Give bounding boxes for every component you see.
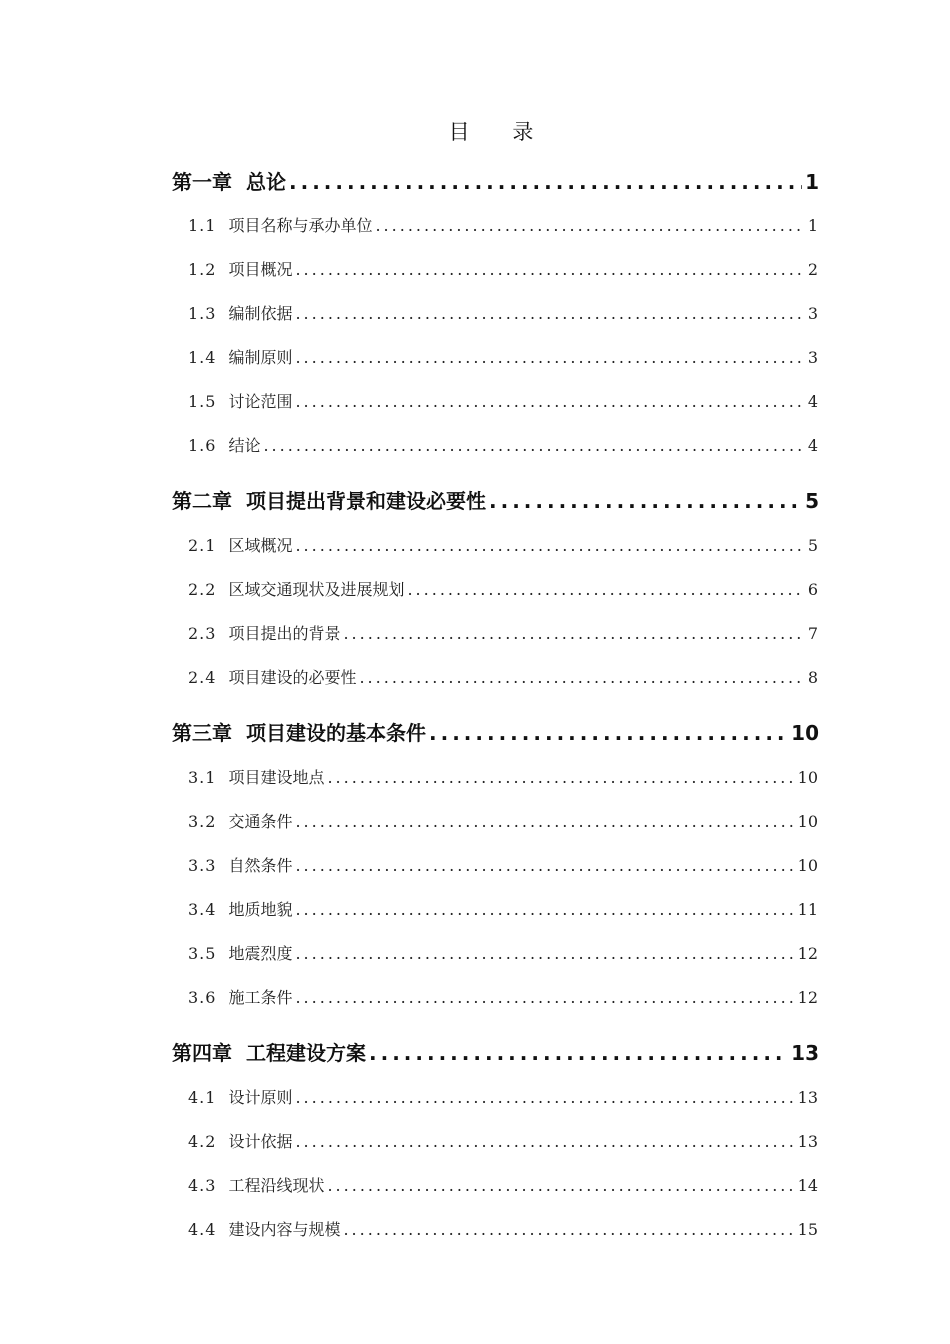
chapter-title: 工程建设方案 — [246, 1041, 366, 1065]
section-number: 2.2 — [188, 580, 217, 599]
toc-section-3-4[interactable] — [188, 897, 818, 920]
section-number: 3.2 — [188, 812, 217, 831]
page-number: 10 — [791, 721, 819, 745]
toc-section-2-3[interactable] — [188, 621, 818, 644]
section-number: 1.2 — [188, 260, 217, 279]
toc-section-1-5[interactable] — [188, 389, 818, 412]
page-number: 12 — [797, 988, 818, 1007]
toc-section-1-4[interactable] — [188, 345, 818, 368]
section-number: 1.3 — [188, 304, 217, 323]
page-number: 15 — [797, 1220, 818, 1239]
chapter-title: 项目提出背景和建设必要性 — [246, 489, 486, 513]
section-title: 工程沿线现状 — [228, 1176, 325, 1195]
page-number: 10 — [797, 768, 818, 787]
page-number: 5 — [807, 536, 818, 555]
dot-leader — [295, 1132, 794, 1151]
section-title: 自然条件 — [228, 856, 293, 875]
toc-section-3-6[interactable] — [188, 985, 818, 1008]
section-number: 3.4 — [188, 900, 217, 919]
dot-leader — [295, 856, 794, 875]
toc-chapter-4[interactable] — [172, 1037, 819, 1066]
section-number: 2.3 — [188, 624, 217, 643]
dot-leader — [295, 944, 794, 963]
dot-leader — [295, 900, 794, 919]
section-number: 1.4 — [188, 348, 217, 367]
toc-section-1-6[interactable] — [188, 433, 818, 456]
toc-section-1-1[interactable] — [188, 213, 818, 236]
toc-section-3-2[interactable] — [188, 809, 818, 832]
page-number: 14 — [797, 1176, 818, 1195]
section-title: 讨论范围 — [228, 392, 293, 411]
section-title: 编制依据 — [228, 304, 293, 323]
chapter-number: 第一章 — [172, 170, 232, 194]
toc-chapter-3[interactable] — [172, 717, 819, 746]
page-number: 8 — [807, 668, 818, 687]
toc-section-3-3[interactable] — [188, 853, 818, 876]
page-number: 5 — [805, 489, 819, 513]
section-title: 设计原则 — [228, 1088, 293, 1107]
section-number: 4.4 — [188, 1220, 217, 1239]
toc-section-2-1[interactable] — [188, 533, 818, 556]
section-title: 结论 — [228, 436, 261, 455]
section-title: 地质地貌 — [228, 900, 293, 919]
toc-section-3-1[interactable] — [188, 765, 818, 788]
page-number: 10 — [797, 856, 818, 875]
section-number: 2.1 — [188, 536, 217, 555]
section-title: 项目提出的背景 — [228, 624, 341, 643]
section-title: 项目建设地点 — [228, 768, 325, 787]
toc-section-4-4[interactable] — [188, 1217, 818, 1240]
dot-leader — [369, 1041, 788, 1065]
toc-section-4-2[interactable] — [188, 1129, 818, 1152]
dot-leader — [327, 1176, 794, 1195]
dot-leader — [327, 768, 794, 787]
page-number: 7 — [807, 624, 818, 643]
chapter-number: 第二章 — [172, 489, 232, 513]
dot-leader — [263, 436, 804, 455]
dot-leader — [295, 304, 804, 323]
section-number: 3.6 — [188, 988, 217, 1007]
toc-section-2-4[interactable] — [188, 665, 818, 688]
dot-leader — [295, 988, 794, 1007]
page-number: 1 — [807, 216, 818, 235]
section-title: 项目名称与承办单位 — [228, 216, 373, 235]
section-number: 4.2 — [188, 1132, 217, 1151]
section-title: 交通条件 — [228, 812, 293, 831]
section-title: 项目建设的必要性 — [228, 668, 357, 687]
page-number: 13 — [791, 1041, 819, 1065]
toc-chapter-2[interactable] — [172, 485, 819, 514]
chapter-title: 项目建设的基本条件 — [246, 721, 426, 745]
page-number: 11 — [797, 900, 818, 919]
toc-section-4-3[interactable] — [188, 1173, 818, 1196]
section-number: 1.1 — [188, 216, 217, 235]
dot-leader — [295, 392, 804, 411]
section-title: 设计依据 — [228, 1132, 293, 1151]
page-number: 13 — [797, 1088, 818, 1107]
section-title: 编制原则 — [228, 348, 293, 367]
toc-chapter-1[interactable] — [172, 166, 819, 195]
dot-leader — [429, 721, 788, 745]
page-number: 3 — [807, 348, 818, 367]
toc-section-1-3[interactable] — [188, 301, 818, 324]
section-number: 2.4 — [188, 668, 217, 687]
dot-leader — [295, 1088, 794, 1107]
section-title: 建设内容与规模 — [228, 1220, 341, 1239]
section-title: 区域交通现状及进展规划 — [228, 580, 405, 599]
section-title: 区域概况 — [228, 536, 293, 555]
toc-section-3-5[interactable] — [188, 941, 818, 964]
page-number: 10 — [797, 812, 818, 831]
chapter-number: 第四章 — [172, 1041, 232, 1065]
page-number: 4 — [807, 436, 818, 455]
page-number: 3 — [807, 304, 818, 323]
dot-leader — [489, 489, 802, 513]
dot-leader — [295, 812, 794, 831]
dot-leader — [407, 580, 804, 599]
dot-leader — [295, 536, 804, 555]
page-number: 12 — [797, 944, 818, 963]
section-number: 3.5 — [188, 944, 217, 963]
page-number: 4 — [807, 392, 818, 411]
section-title: 项目概况 — [228, 260, 293, 279]
section-number: 3.1 — [188, 768, 217, 787]
dot-leader — [295, 348, 804, 367]
page-number: 2 — [807, 260, 818, 279]
page-title: 目 录 — [448, 120, 552, 144]
dot-leader — [375, 216, 804, 235]
section-title: 施工条件 — [228, 988, 293, 1007]
page-number: 13 — [797, 1132, 818, 1151]
toc-section-2-2[interactable] — [188, 577, 818, 600]
page-number: 1 — [805, 170, 819, 194]
section-number: 1.5 — [188, 392, 217, 411]
dot-leader — [343, 624, 804, 643]
dot-leader — [289, 170, 802, 194]
section-number: 4.1 — [188, 1088, 217, 1107]
chapter-title: 总论 — [246, 170, 286, 194]
toc-section-4-1[interactable] — [188, 1085, 818, 1108]
dot-leader — [359, 668, 804, 687]
section-title: 地震烈度 — [228, 944, 293, 963]
dot-leader — [343, 1220, 794, 1239]
page-number: 6 — [807, 580, 818, 599]
section-number: 1.6 — [188, 436, 217, 455]
section-number: 4.3 — [188, 1176, 217, 1195]
section-number: 3.3 — [188, 856, 217, 875]
toc-section-1-2[interactable] — [188, 257, 818, 280]
dot-leader — [295, 260, 804, 279]
chapter-number: 第三章 — [172, 721, 232, 745]
